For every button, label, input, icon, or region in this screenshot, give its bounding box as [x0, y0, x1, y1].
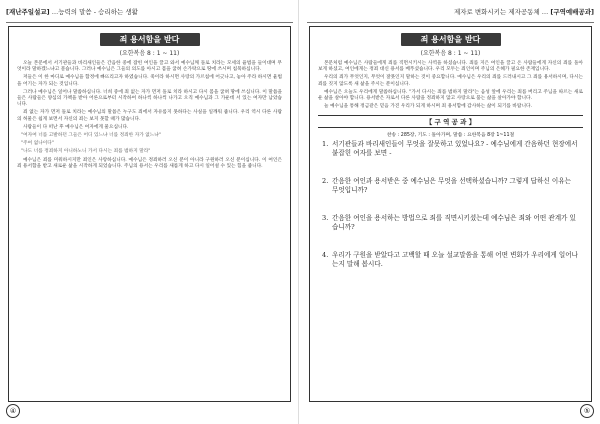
right-header-text: 제자로 변화시키는 제자공동체 … — [453, 8, 549, 16]
right-page — [303, 0, 598, 424]
left-paragraph: 저들은 이 한 마디로 예수님을 함정에 빠뜨리고자 하였습니다. 죽이라 하시면 사랑의 가르침에 어긋나고, 놓아 주라 하시면 율법을 어기는 자가 되는 것입니다. — [17, 75, 282, 87]
question-item: 3. 간음한 여인을 용서하는 방법으로 죄를 직면시키셨는데 예수님은 죄와 어떤 관계가 있습니까? — [322, 214, 576, 232]
right-paragraph: 본문처럼 예수님은 사람들에게 죄를 직면시키시는 사역을 하셨습니다. 죄를 지은 여인을 끌고 온 사람들에게 자신의 죄를 돌아보게 하셨고, 여인에게는 정죄 대신 용서를 베푸셨습니다. 우리 모두는 죄인이며 주님의 은혜가 필요한 존재입니다. — [318, 61, 583, 73]
right-scripture: (요한복음 8 : 1 ~ 11) — [420, 50, 481, 57]
left-paragraph: 오늘 본문에서 서기관들과 바리새인들은 간음한 중에 잡힌 여인을 끌고 와서 예수님께 돌로 치라는 모세의 율법을 들이대며 무엇이라 말하겠느냐고 묻습니다. 그러나 예수님은 그들의 의도를 아시고 몸을 굽혀 손가락으로 땅에 쓰시며 침묵하십니다. — [17, 61, 282, 73]
left-page-number: ④ — [6, 404, 20, 418]
page-divider — [298, 0, 299, 424]
left-title: 죄 용서함을 받다 — [100, 33, 200, 46]
left-paragraph: 그러나 예수님은 일어나 말씀하십니다. 너희 중에 죄 없는 자가 먼저 돌로 치라 하시고 다시 몸을 굽혀 땅에 쓰십니다. 이 말씀을 들은 사람들은 양심의 가책을 받아 어른으로부터 시작하여 하나씩 하나씩 나가고 오직 예수님과 그 가운데 서 있는 여자만 남았습니다. — [17, 89, 282, 108]
left-scripture: (요한복음 8 : 1 ~ 11) — [119, 50, 180, 57]
right-page-number: ⑤ — [580, 404, 594, 418]
question-item: 1. 서기관들과 바리새인들이 무엇을 잘못하고 있었나요? - 예수님에게 간음하던 현장에서 붙잡힌 여자를 보면 - — [322, 140, 578, 158]
right-paragraph: 늘 예수님을 통해 정금같은 믿음 가진 우리가 되게 하시며 죄 용서함에 감사하는 삶이 되기를 바랍니다. — [324, 104, 533, 110]
left-header-tag: [재난주일설교] — [6, 8, 50, 16]
right-sermon-frame — [309, 26, 592, 402]
right-paragraph: 우리의 죄가 무엇인지, 무엇이 잘못인지 말하는 것이 중요합니다. 예수님은 우리의 죄를 드러내시고 그 죄를 용서하시며, 다시는 죄를 짓지 않도록 새 삶을 주시는 분이십니다. — [318, 75, 583, 87]
left-paragraph: 죄 없는 자가 먼저 돌로 치라는 예수님의 말씀은 누구도 죄에서 자유롭지 못하다는 사실을 일깨워 줍니다. 우리 역시 다른 사람의 허물은 쉽게 보면서 자신의 죄는 보지 못할 때가 많습니다. — [17, 110, 282, 122]
question-item: 2. 간음한 여인과 용서받은 중 예수님은 무엇을 선택하셨습니까? 그렇게 답하신 이유는 무엇입니까? — [322, 177, 571, 195]
left-page — [2, 0, 297, 424]
questions-meta: 찬송 : 285장, 기도 : 돌아가며, 말씀 : 요한복음 8장 1~11절 — [386, 133, 515, 139]
questions-heading: 【 구 역 공 과 】 — [318, 115, 583, 128]
left-dialogue: "나도 너를 정죄하지 아니하노니 가서 다시는 죄를 범하지 말라" — [21, 149, 151, 155]
left-paragraph: 사람들이 다 떠난 후 예수님은 여자에게 물으십니다. — [23, 124, 129, 130]
left-body — [9, 57, 290, 170]
right-paragraph: 예수님은 오늘도 우리에게 말씀하십니다. "가서 다시는 죄를 범하지 말라"는 음성 앞에 우리는 죄를 버리고 주님을 따르는 새로운 삶을 살아야 합니다. 용서받은 자로서 다른 사람을 정죄하지 않고 사랑으로 품는 삶을 살아가야 합니다. — [318, 89, 583, 102]
right-body — [310, 57, 591, 110]
left-header-text: …능력의 말씀 - 승리하는 생활 — [51, 8, 138, 16]
questions-list — [322, 140, 579, 269]
left-dialogue: "주여 없나이다" — [21, 141, 54, 147]
right-title: 죄 용서함을 받다 — [401, 33, 501, 46]
left-paragraph: 예수님은 죄를 미워하시지만 죄인은 사랑하십니다. 예수님은 정죄하러 오신 분이 아니라 구원하러 오신 분이십니다. 이 여인은 죄 용서함을 받고 새로운 삶을 시작하게 되었습니다. 주님의 용서는 우리를 새롭게 하고 다시 일어설 수 있는 힘을 줍니다. — [17, 157, 282, 169]
left-header — [6, 4, 293, 23]
left-dialogue: "여자여 너를 고발하던 그들은 어디 있느냐 너를 정죄한 자가 없느냐" — [21, 133, 161, 139]
left-sermon-frame — [8, 26, 291, 402]
right-header — [307, 4, 594, 23]
question-item: 4. 우리가 구원을 받았다고 고백할 때 오늘 설교말씀을 통해 어떤 변화가 우리에게 일어나는지 말해 봅시다. — [322, 251, 578, 269]
right-header-tag: [구역예배공과] — [550, 8, 594, 16]
